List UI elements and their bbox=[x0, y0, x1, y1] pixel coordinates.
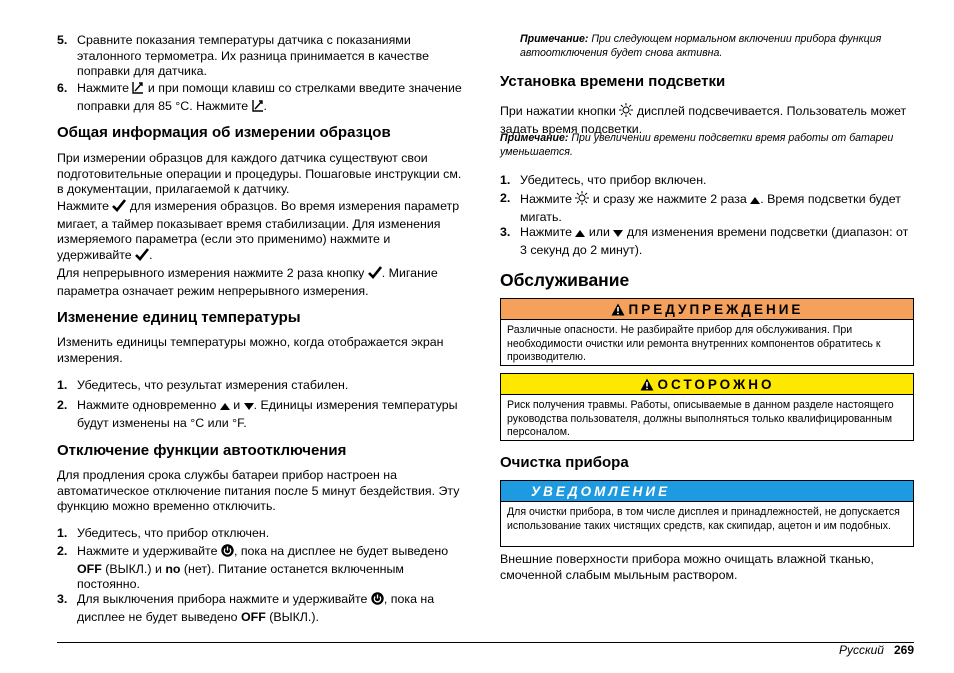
step-1 bbox=[500, 173, 914, 189]
step-number: 2. bbox=[57, 398, 68, 412]
backlight-icon bbox=[575, 191, 589, 210]
calibrate-icon bbox=[132, 81, 144, 99]
warning-box bbox=[500, 298, 914, 366]
paragraph: При нажатии кнопки дисплей подсвечивается. Пользователь может задать время подсветки. bbox=[500, 104, 907, 136]
paragraph: При измерении образцов для каждого датчика существуют свои подготовительные операции и процедуры. Пошаговые инструкции см. в документации, прилагаемой к датчику. bbox=[57, 151, 462, 197]
step-2 bbox=[57, 398, 466, 431]
step-text: Нажмите или для изменения времени подсветки (диапазон: от 3 секунд до 2 минут). bbox=[520, 225, 909, 257]
section-heading: Общая информация об измерении образцов bbox=[57, 124, 391, 141]
step-6 bbox=[57, 81, 466, 116]
step-3 bbox=[57, 592, 466, 625]
caution-text: Риск получения травмы. Работы, описываемые в данном разделе настоящего руководства пользователя, должны выполняться только квалифицированным персоналом. bbox=[507, 399, 894, 438]
step-number: 3. bbox=[500, 225, 511, 239]
step-text: Убедитесь, что прибор включен. bbox=[520, 173, 707, 187]
footer-divider bbox=[57, 642, 914, 643]
step-text: Убедитесь, что прибор отключен. bbox=[77, 526, 270, 540]
step-2 bbox=[500, 191, 914, 225]
section-heading: Отключение функции автоотключения bbox=[57, 442, 347, 459]
step-number: 3. bbox=[57, 592, 68, 606]
section-heading: Очистка прибора bbox=[500, 454, 629, 471]
paragraph: Изменить единицы температуры можно, когда отображается экран измерения. bbox=[57, 335, 444, 365]
step-number: 5. bbox=[57, 33, 68, 47]
step-5 bbox=[57, 33, 466, 80]
notice-box bbox=[500, 480, 914, 547]
step-text: Нажмите одновременно и . Единицы измерения температуры будут изменены на °C или °F. bbox=[77, 398, 458, 430]
paragraph: Нажмите для измерения образцов. Во время измерения параметр мигает, а таймер показывает время стабилизации. Для изменения измеряемого параметра (если это применимо) нажмите и удерживайте . bbox=[57, 199, 466, 265]
step-1 bbox=[57, 526, 466, 542]
step-text: Нажмите и при помощи клавиш со стрелками введите значение поправки для 85 °C. Нажмите . bbox=[77, 81, 466, 116]
check-icon bbox=[135, 248, 149, 266]
check-icon bbox=[112, 199, 126, 217]
calibrate-icon bbox=[252, 99, 264, 117]
step-text: Нажмите и удерживайте , пока на дисплее не будет выведено OFF (ВЫКЛ.) и no (нет). Питание останется включенным постоянно. bbox=[77, 544, 449, 592]
step-number: 1. bbox=[57, 378, 68, 392]
power-icon bbox=[371, 592, 384, 610]
section-heading: Установка времени подсветки bbox=[500, 73, 726, 90]
step-number: 2. bbox=[57, 544, 68, 558]
paragraph: Для продления срока службы батареи прибор настроен на автоматическое отключение питания после 5 минут бездействия. Эту функцию можно временно отключить. bbox=[57, 468, 460, 514]
section-heading: Изменение единиц температуры bbox=[57, 309, 301, 326]
step-1 bbox=[57, 378, 466, 394]
caution-box bbox=[500, 373, 914, 441]
arrow-up-icon bbox=[750, 194, 760, 210]
caution-header: ОСТОРОЖНО bbox=[501, 374, 913, 395]
page-footer bbox=[839, 643, 914, 658]
note: Примечание: При увеличении времени подсветки время работы от батареи уменьшается. bbox=[500, 132, 894, 158]
page-number: 269 bbox=[893, 643, 914, 657]
arrow-down-icon bbox=[244, 400, 254, 416]
arrow-up-icon bbox=[220, 400, 230, 416]
warning-icon bbox=[611, 301, 625, 322]
notice-text: Для очистки прибора, в том числе дисплея и принадлежностей, не допускается использование таких чистящих средств, как скипидар, ацетон и им подобных. bbox=[507, 506, 900, 532]
step-text: Нажмите и сразу же нажмите 2 раза . Время подсветки будет мигать. bbox=[520, 192, 901, 224]
step-number: 2. bbox=[500, 191, 511, 205]
backlight-icon bbox=[619, 103, 633, 122]
section-heading-main: Обслуживание bbox=[500, 270, 630, 290]
step-text: Сравните показания температуры датчика с показаниями эталонного термометра. Их разница принимается в качестве поправки для датчика. bbox=[77, 33, 429, 79]
note: Примечание: При следующем нормальном включении прибора функция автоотключения будет снова активна. bbox=[520, 33, 882, 59]
step-text: Убедитесь, что результат измерения стабилен. bbox=[77, 378, 349, 392]
step-number: 1. bbox=[500, 173, 511, 187]
paragraph: Для непрерывного измерения нажмите 2 раза кнопку . Мигание параметра означает режим непрерывного измерения. bbox=[57, 266, 438, 298]
paragraph: Внешние поверхности прибора можно очищать влажной тканью, смоченной слабым мыльным раствором. bbox=[500, 552, 874, 582]
footer-language: Русский bbox=[838, 643, 884, 657]
step-number: 6. bbox=[57, 81, 68, 95]
power-icon bbox=[221, 544, 234, 562]
check-icon bbox=[368, 266, 382, 284]
arrow-down-icon bbox=[613, 227, 623, 243]
warning-icon bbox=[640, 376, 654, 397]
step-2 bbox=[57, 544, 466, 593]
warning-header: ПРЕДУПРЕЖДЕНИЕ bbox=[501, 299, 913, 320]
step-3 bbox=[500, 225, 914, 258]
notice-header: УВЕДОМЛЕНИЕ bbox=[501, 481, 913, 502]
warning-text: Различные опасности. Не разбирайте прибор для обслуживания. При необходимости очистки или ремонта внутренних компонентов обратитесь к производителю. bbox=[507, 324, 881, 363]
step-text: Для выключения прибора нажмите и удерживайте , пока на дисплее не будет выведено OFF (ВЫКЛ.). bbox=[77, 592, 435, 624]
arrow-up-icon bbox=[575, 227, 585, 243]
step-number: 1. bbox=[57, 526, 68, 540]
